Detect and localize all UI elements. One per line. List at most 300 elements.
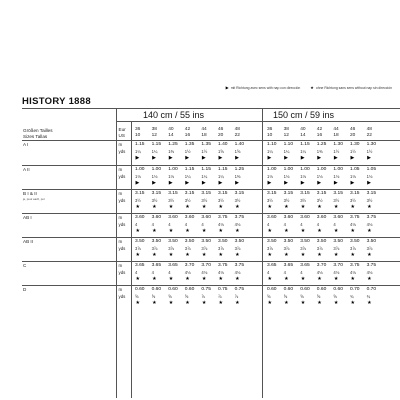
- unit-yds: yds: [118, 173, 126, 179]
- yards-value: ⅝: [333, 293, 337, 299]
- size-us-2: 18: [333, 132, 339, 138]
- row-sublabel: je, pour each, por: [23, 197, 45, 201]
- meters-value: 1.00: [135, 167, 145, 172]
- meters-value: 3.70: [201, 263, 211, 268]
- arrow-right-icon: ▶: [350, 154, 355, 161]
- star-icon: ★: [367, 227, 372, 234]
- unit-m: m: [118, 263, 123, 268]
- arrow-right-icon: ▶: [367, 179, 372, 186]
- meters-value: 1.35: [184, 142, 195, 147]
- size-eur-2: 46: [350, 126, 356, 132]
- unit-yds: yds: [118, 221, 126, 227]
- arrow-right-icon: ▶: [284, 154, 289, 161]
- meters-value: 1.15: [300, 142, 310, 147]
- yards-value: 3⅞: [267, 245, 273, 251]
- size-label-de-fr: Größen Tailles: [23, 128, 53, 133]
- meters-value: 3.60: [300, 215, 310, 220]
- yards-value: 1⅛: [350, 173, 356, 179]
- star-icon: ★: [218, 227, 224, 234]
- meters-value: 3.50: [151, 239, 162, 244]
- star-icon: ★: [267, 227, 273, 234]
- meters-value: 0.60: [151, 287, 162, 292]
- yards-value: ¾: [350, 293, 354, 299]
- star-icon: ★: [185, 251, 190, 258]
- yards-value: 4: [316, 221, 320, 227]
- star-icon: ★: [367, 251, 372, 258]
- meters-value: 1.10: [267, 142, 277, 147]
- yards-value: ⅞: [218, 293, 222, 299]
- size-eur-2: 48: [366, 126, 372, 132]
- unit-column-divider: [131, 121, 132, 399]
- yards-value: 4: [333, 221, 336, 227]
- star-icon: ★: [367, 203, 372, 210]
- size-eur-2: 38: [283, 126, 289, 132]
- star-icon: ★: [185, 227, 190, 234]
- meters-value: 3.15: [184, 191, 195, 196]
- width-group-divider: [262, 108, 263, 398]
- meters-value: 3.15: [300, 191, 310, 196]
- star-icon: ★: [267, 299, 273, 306]
- star-icon: ★: [267, 203, 273, 210]
- row-separator: [22, 165, 400, 166]
- yards-value: 1⅜: [316, 148, 323, 154]
- row-separator: [22, 213, 400, 214]
- yards-value: 1⅛: [267, 173, 273, 179]
- star-icon: ★: [350, 275, 356, 282]
- star-icon: ★: [218, 275, 224, 282]
- star-icon: ★: [168, 275, 174, 282]
- row-label: AB II: [23, 239, 33, 244]
- yards-value: 1⅛: [333, 173, 340, 179]
- star-icon: ★: [185, 203, 190, 210]
- meters-value: 1.30: [350, 142, 360, 147]
- yards-value: 3½: [234, 197, 241, 203]
- unit-yds: yds: [118, 148, 126, 154]
- width-150-header: 150 cm / 59 ins: [273, 109, 335, 120]
- yards-value: 4⅛: [350, 221, 356, 227]
- meters-value: 1.05: [366, 167, 377, 172]
- yards-value: 3⅞: [316, 245, 323, 251]
- star-icon: ★: [367, 275, 372, 282]
- meters-value: 3.15: [151, 191, 162, 196]
- arrow-right-icon: ▶: [201, 179, 206, 186]
- meters-value: 3.50: [168, 239, 178, 244]
- meters-value: 3.50: [201, 239, 211, 244]
- star-icon: ★: [284, 203, 289, 210]
- arrow-right-icon: ▶: [185, 179, 190, 186]
- star-icon: ★: [152, 227, 157, 234]
- legend-without-nap-text: ohne Richtung sans sens without nap sin dirección: [315, 85, 392, 90]
- yards-value: 4⅛: [218, 221, 224, 227]
- size-us-1: 16: [184, 132, 191, 138]
- yards-value: 3⅞: [283, 245, 290, 251]
- yards-value: ⅞: [201, 293, 205, 299]
- yards-value: 3⅞: [234, 245, 241, 251]
- yards-value: 3⅞: [366, 245, 373, 251]
- yards-value: 3½: [267, 197, 273, 203]
- star-icon: ★: [201, 203, 207, 210]
- meters-value: 3.60: [267, 215, 277, 220]
- star-icon: ★: [350, 227, 356, 234]
- yards-value: 4: [300, 269, 303, 275]
- star-icon: ★: [201, 251, 207, 258]
- star-icon: ★: [317, 299, 322, 306]
- star-icon: ★: [135, 299, 141, 306]
- meters-value: 0.75: [234, 287, 245, 292]
- meters-value: 1.15: [135, 142, 145, 147]
- unit-m: m: [118, 287, 123, 292]
- meters-value: 0.60: [135, 287, 145, 292]
- meters-value: 3.65: [283, 263, 294, 268]
- meters-value: 3.50: [350, 239, 360, 244]
- arrow-right-icon: ▶: [168, 179, 173, 186]
- star-icon: ★: [235, 275, 240, 282]
- size-us-1: 22: [234, 132, 240, 138]
- meters-value: 1.15: [218, 167, 228, 172]
- meters-value: 3.60: [135, 215, 145, 220]
- yards-value: 1⅛: [168, 173, 175, 179]
- star-icon: ★: [218, 299, 224, 306]
- meters-value: 3.50: [333, 239, 343, 244]
- arrow-right-icon: ▶: [152, 154, 157, 161]
- meters-value: 1.10: [283, 142, 294, 147]
- yards-value: 4: [151, 269, 154, 275]
- yards-value: 3⅞: [300, 245, 307, 251]
- arrow-right-icon: ▶: [235, 179, 240, 186]
- arrow-right-icon: ▶: [267, 154, 272, 161]
- meters-value: 3.50: [135, 239, 145, 244]
- star-icon: ★: [333, 227, 339, 234]
- yards-value: 3⅞: [350, 245, 356, 251]
- meters-value: 1.00: [283, 167, 294, 172]
- yards-value: 1¼: [300, 148, 307, 154]
- size-us-2: 20: [350, 132, 356, 138]
- yards-value: ⅞: [234, 293, 239, 299]
- star-icon: ★: [235, 299, 240, 306]
- yards-value: 3½: [151, 197, 158, 203]
- size-eur-1: 46: [218, 126, 224, 132]
- arrow-right-icon: ▶: [333, 179, 338, 186]
- meters-value: 1.25: [168, 142, 178, 147]
- unit-m: m: [118, 239, 123, 244]
- meters-value: 3.50: [234, 239, 245, 244]
- yards-value: 4⅛: [234, 269, 241, 275]
- arrow-right-icon: ▶: [185, 154, 190, 161]
- yards-value: ⅝: [151, 293, 156, 299]
- yards-value: 1¼: [201, 173, 208, 179]
- size-eur-1: 38: [151, 126, 157, 132]
- row-label: AB I: [23, 215, 32, 220]
- star-icon: ★: [350, 203, 356, 210]
- size-us-2: 14: [300, 132, 306, 138]
- star-icon: ★: [152, 203, 157, 210]
- yards-value: 1½: [366, 148, 373, 154]
- meters-value: 3.50: [218, 239, 228, 244]
- meters-value: 3.50: [283, 239, 294, 244]
- header-bottom-rule: [22, 140, 400, 141]
- meters-value: 3.60: [283, 215, 294, 220]
- meters-value: 3.50: [184, 239, 195, 244]
- legend-with-nap: [226, 85, 301, 90]
- meters-value: 3.15: [168, 191, 178, 196]
- meters-value: 3.15: [333, 191, 343, 196]
- yards-value: 1¼: [283, 148, 290, 154]
- yards-value: 4⅛: [316, 269, 323, 275]
- arrow-right-icon: ▶: [284, 179, 289, 186]
- yards-value: 1½: [333, 148, 340, 154]
- yards-value: 1½: [201, 148, 208, 154]
- star-icon: ★: [135, 203, 141, 210]
- star-icon: ★: [267, 251, 273, 258]
- yards-value: 4: [168, 269, 171, 275]
- meters-value: 1.40: [234, 142, 245, 147]
- meters-value: 0.60: [333, 287, 343, 292]
- size-eur-1: 48: [234, 126, 240, 132]
- star-icon: ★: [168, 203, 174, 210]
- size-us-1: 20: [218, 132, 224, 138]
- yards-value: 3½: [300, 197, 307, 203]
- star-icon: ★: [267, 275, 273, 282]
- yards-value: 3½: [218, 197, 224, 203]
- arrow-right-icon: ▶: [218, 179, 223, 186]
- row-separator: [22, 261, 400, 262]
- meters-value: 3.50: [316, 239, 327, 244]
- yards-value: 1⅛: [316, 173, 323, 179]
- star-icon: ★: [135, 227, 141, 234]
- star-icon: ★: [168, 227, 174, 234]
- yards-value: 1¼: [218, 173, 224, 179]
- star-icon: ★: [300, 227, 306, 234]
- meters-value: 1.40: [218, 142, 228, 147]
- yards-value: 3⅞: [201, 245, 208, 251]
- eur-label: Eur: [118, 126, 126, 132]
- meters-value: 1.15: [151, 142, 162, 147]
- meters-value: 3.75: [218, 215, 228, 220]
- size-us-1: 12: [151, 132, 157, 138]
- yards-value: 4: [135, 269, 138, 275]
- yards-value: 1⅜: [168, 148, 175, 154]
- star-icon: ★: [350, 299, 356, 306]
- row-label: A I: [23, 142, 29, 147]
- meters-value: 0.60: [316, 287, 327, 292]
- yards-value: 1⅛: [135, 173, 141, 179]
- meters-value: 3.15: [218, 191, 228, 196]
- size-us-1: 14: [168, 132, 174, 138]
- meters-value: 1.00: [333, 167, 343, 172]
- star-icon: ★: [333, 251, 339, 258]
- meters-value: 3.75: [350, 215, 360, 220]
- star-icon: ★: [201, 227, 207, 234]
- header-top-rule: [22, 108, 400, 109]
- unit-yds: yds: [118, 293, 126, 299]
- yards-value: 4: [283, 269, 286, 275]
- meters-value: 3.75: [234, 215, 245, 220]
- star-icon: ★: [317, 227, 322, 234]
- yards-value: 1⅜: [234, 173, 241, 179]
- yards-value: 1¼: [184, 173, 191, 179]
- unit-yds: yds: [118, 269, 126, 275]
- star-icon: ★: [218, 203, 224, 210]
- yards-value: 3½: [316, 197, 323, 203]
- meters-value: 1.00: [316, 167, 327, 172]
- yards-value: 3⅞: [218, 245, 224, 251]
- star-icon: ★: [201, 299, 207, 306]
- star-icon: ★: [300, 251, 306, 258]
- yards-value: 1¼: [267, 148, 273, 154]
- yards-value: 4: [267, 269, 270, 275]
- row-label: A II: [23, 167, 30, 172]
- arrow-right-icon: ▶: [300, 179, 305, 186]
- star-icon: ★: [135, 275, 141, 282]
- yards-value: 3⅞: [184, 245, 191, 251]
- yards-value: ⅝: [316, 293, 321, 299]
- width-140-header: 140 cm / 55 ins: [143, 109, 205, 120]
- arrow-right-icon: ▶: [225, 85, 229, 90]
- star-icon: ★: [152, 299, 157, 306]
- yards-value: ⅝: [168, 293, 172, 299]
- star-icon: ★: [300, 203, 306, 210]
- star-icon: ★: [284, 227, 289, 234]
- yards-value: 4: [184, 221, 188, 227]
- meters-value: 3.65: [151, 263, 162, 268]
- yardage-table: [0, 108, 400, 398]
- yards-value: 4⅛: [350, 269, 356, 275]
- row-label: C: [23, 263, 27, 268]
- legend-with-nap-text: mit Richtung avec sens with nap con dirección: [230, 85, 301, 90]
- meters-value: 1.30: [333, 142, 343, 147]
- size-us-2: 22: [366, 132, 372, 138]
- star-icon: ★: [300, 299, 306, 306]
- meters-value: 3.15: [283, 191, 294, 196]
- meters-value: 1.25: [234, 167, 245, 172]
- unit-m: m: [118, 142, 123, 147]
- arrow-right-icon: ▶: [367, 154, 372, 161]
- page-title: HISTORY 1888: [22, 96, 91, 107]
- meters-value: 1.30: [366, 142, 377, 147]
- yards-value: 4: [300, 221, 303, 227]
- meters-value: 3.75: [350, 263, 360, 268]
- star-icon: ★: [367, 299, 372, 306]
- size-eur-1: 40: [168, 126, 174, 132]
- meters-value: 1.00: [168, 167, 178, 172]
- header-width-rule: [116, 121, 400, 122]
- star-icon: ★: [284, 275, 289, 282]
- meters-value: 3.70: [184, 263, 195, 268]
- yards-value: ¾: [366, 293, 371, 299]
- meters-value: 3.70: [316, 263, 327, 268]
- meters-value: 3.75: [234, 263, 245, 268]
- size-eur-2: 40: [300, 126, 306, 132]
- star-icon: ★: [152, 275, 157, 282]
- meters-value: 0.60: [184, 287, 195, 292]
- size-eur-2: 36: [267, 126, 273, 132]
- yards-value: 3⅞: [151, 245, 158, 251]
- meters-value: 1.05: [350, 167, 360, 172]
- yards-value: 3½: [366, 197, 373, 203]
- yards-value: 3⅞: [135, 245, 141, 251]
- yards-value: 4: [283, 221, 286, 227]
- arrow-right-icon: ▶: [333, 154, 338, 161]
- star-icon: ★: [152, 251, 157, 258]
- meters-value: 3.75: [366, 263, 377, 268]
- meters-value: 1.00: [151, 167, 162, 172]
- row-label: D: [23, 287, 27, 292]
- yards-value: 4: [151, 221, 154, 227]
- yards-value: 4⅛: [201, 269, 208, 275]
- meters-value: 3.60: [333, 215, 343, 220]
- meters-value: 1.25: [316, 142, 327, 147]
- star-icon: ★: [333, 275, 339, 282]
- meters-value: 3.15: [201, 191, 211, 196]
- yards-value: 1⅛: [300, 173, 307, 179]
- size-eur-2: 42: [316, 126, 323, 132]
- star-icon: ★: [284, 299, 289, 306]
- meters-value: 1.15: [201, 167, 211, 172]
- meters-value: 3.50: [267, 239, 277, 244]
- meters-value: 1.00: [300, 167, 310, 172]
- meters-value: 3.75: [366, 215, 377, 220]
- yards-value: 4⅛: [184, 269, 191, 275]
- yards-value: 1¼: [151, 148, 158, 154]
- meters-value: 3.50: [366, 239, 377, 244]
- yards-value: 4: [168, 221, 171, 227]
- arrow-right-icon: ▶: [300, 154, 305, 161]
- unit-m: m: [118, 215, 123, 220]
- meters-value: 3.65: [168, 263, 178, 268]
- yards-value: 4: [135, 221, 138, 227]
- meters-value: 3.65: [267, 263, 277, 268]
- arrow-right-icon: ▶: [317, 154, 322, 161]
- yards-value: 3½: [201, 197, 208, 203]
- yards-value: 3½: [135, 197, 141, 203]
- arrow-right-icon: ▶: [201, 154, 206, 161]
- unit-yds: yds: [118, 197, 126, 203]
- yards-value: 1¼: [135, 148, 141, 154]
- yards-value: 4⅛: [366, 269, 373, 275]
- size-eur-1: 42: [184, 126, 191, 132]
- yards-value: 3½: [333, 197, 340, 203]
- unit-yds: yds: [118, 245, 126, 251]
- row-separator: [22, 189, 400, 190]
- size-us-2: 10: [267, 132, 273, 138]
- yards-value: ⅝: [300, 293, 304, 299]
- yards-value: 1⅝: [234, 148, 241, 154]
- star-icon: ★: [317, 275, 322, 282]
- meters-value: 3.15: [234, 191, 245, 196]
- size-eur-1: 36: [135, 126, 141, 132]
- yards-value: 4: [201, 221, 204, 227]
- star-icon: ★: [135, 251, 141, 258]
- meters-value: 3.65: [135, 263, 145, 268]
- meters-value: 0.75: [201, 287, 211, 292]
- star-icon: ★: [333, 299, 339, 306]
- meters-value: 0.70: [350, 287, 360, 292]
- meters-value: 3.60: [201, 215, 211, 220]
- star-icon: ★: [350, 251, 356, 258]
- meters-value: 0.70: [366, 287, 377, 292]
- star-icon: ★: [168, 251, 174, 258]
- arrow-right-icon: ▶: [317, 179, 322, 186]
- arrow-right-icon: ▶: [235, 154, 240, 161]
- yards-value: ⅝: [283, 293, 288, 299]
- yards-value: 1⅛: [283, 173, 290, 179]
- yards-value: 3½: [350, 197, 356, 203]
- arrow-right-icon: ▶: [152, 179, 157, 186]
- meters-value: 1.35: [201, 142, 211, 147]
- star-icon: ★: [235, 227, 240, 234]
- star-icon: ★: [185, 299, 190, 306]
- row-label: B I & II: [23, 191, 37, 196]
